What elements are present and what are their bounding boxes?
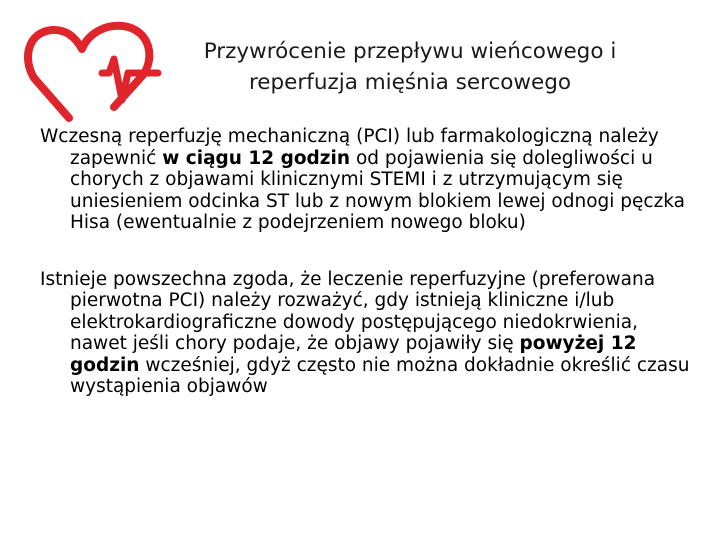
title-line-2: reperfuzja mięśnia sercowego xyxy=(248,70,572,95)
paragraph-2-emphasis: powyżej 12 godzin xyxy=(70,333,637,376)
paragraph-1-emphasis: w ciągu 12 godzin xyxy=(162,147,351,169)
paragraph-2-text-end: wcześniej, gdyż często nie można dokładnie określić czasu wystąpienia objawów xyxy=(70,354,690,397)
paragraph-early-reperfusion xyxy=(40,126,695,234)
paragraph-1-text-end: od pojawienia się dolegliwości u chorych z objawami klinicznymi STEMI i z utrzymującym się uniesieniem odcinka ST lub z nowym blokiem lewej odnogi pęczka Hisa (ewentualnie z podejrzeniem nowego bloku) xyxy=(70,147,686,233)
paragraph-2-text: Istnieje powszechna zgoda, że leczenie reperfuzyjne (preferowana pierwotna PCI) należy rozważyć, gdy istnieją kliniczne i/lub elektrokardiograficzne dowody postępującego niedokrwienia, nawet jeśli chory podaje, że objawy pojawiły się xyxy=(40,268,656,354)
paragraph-1-text: Wczesną reperfuzję mechaniczną (PCI) lub farmakologiczną należy zapewnić xyxy=(40,126,659,169)
title-line-1: Przywrócenie przepływu wieńcowego i xyxy=(203,39,617,64)
slide-body xyxy=(40,126,695,398)
heart-ecg-icon xyxy=(22,18,162,128)
paragraph-late-reperfusion xyxy=(40,269,695,398)
slide-title xyxy=(175,36,645,98)
